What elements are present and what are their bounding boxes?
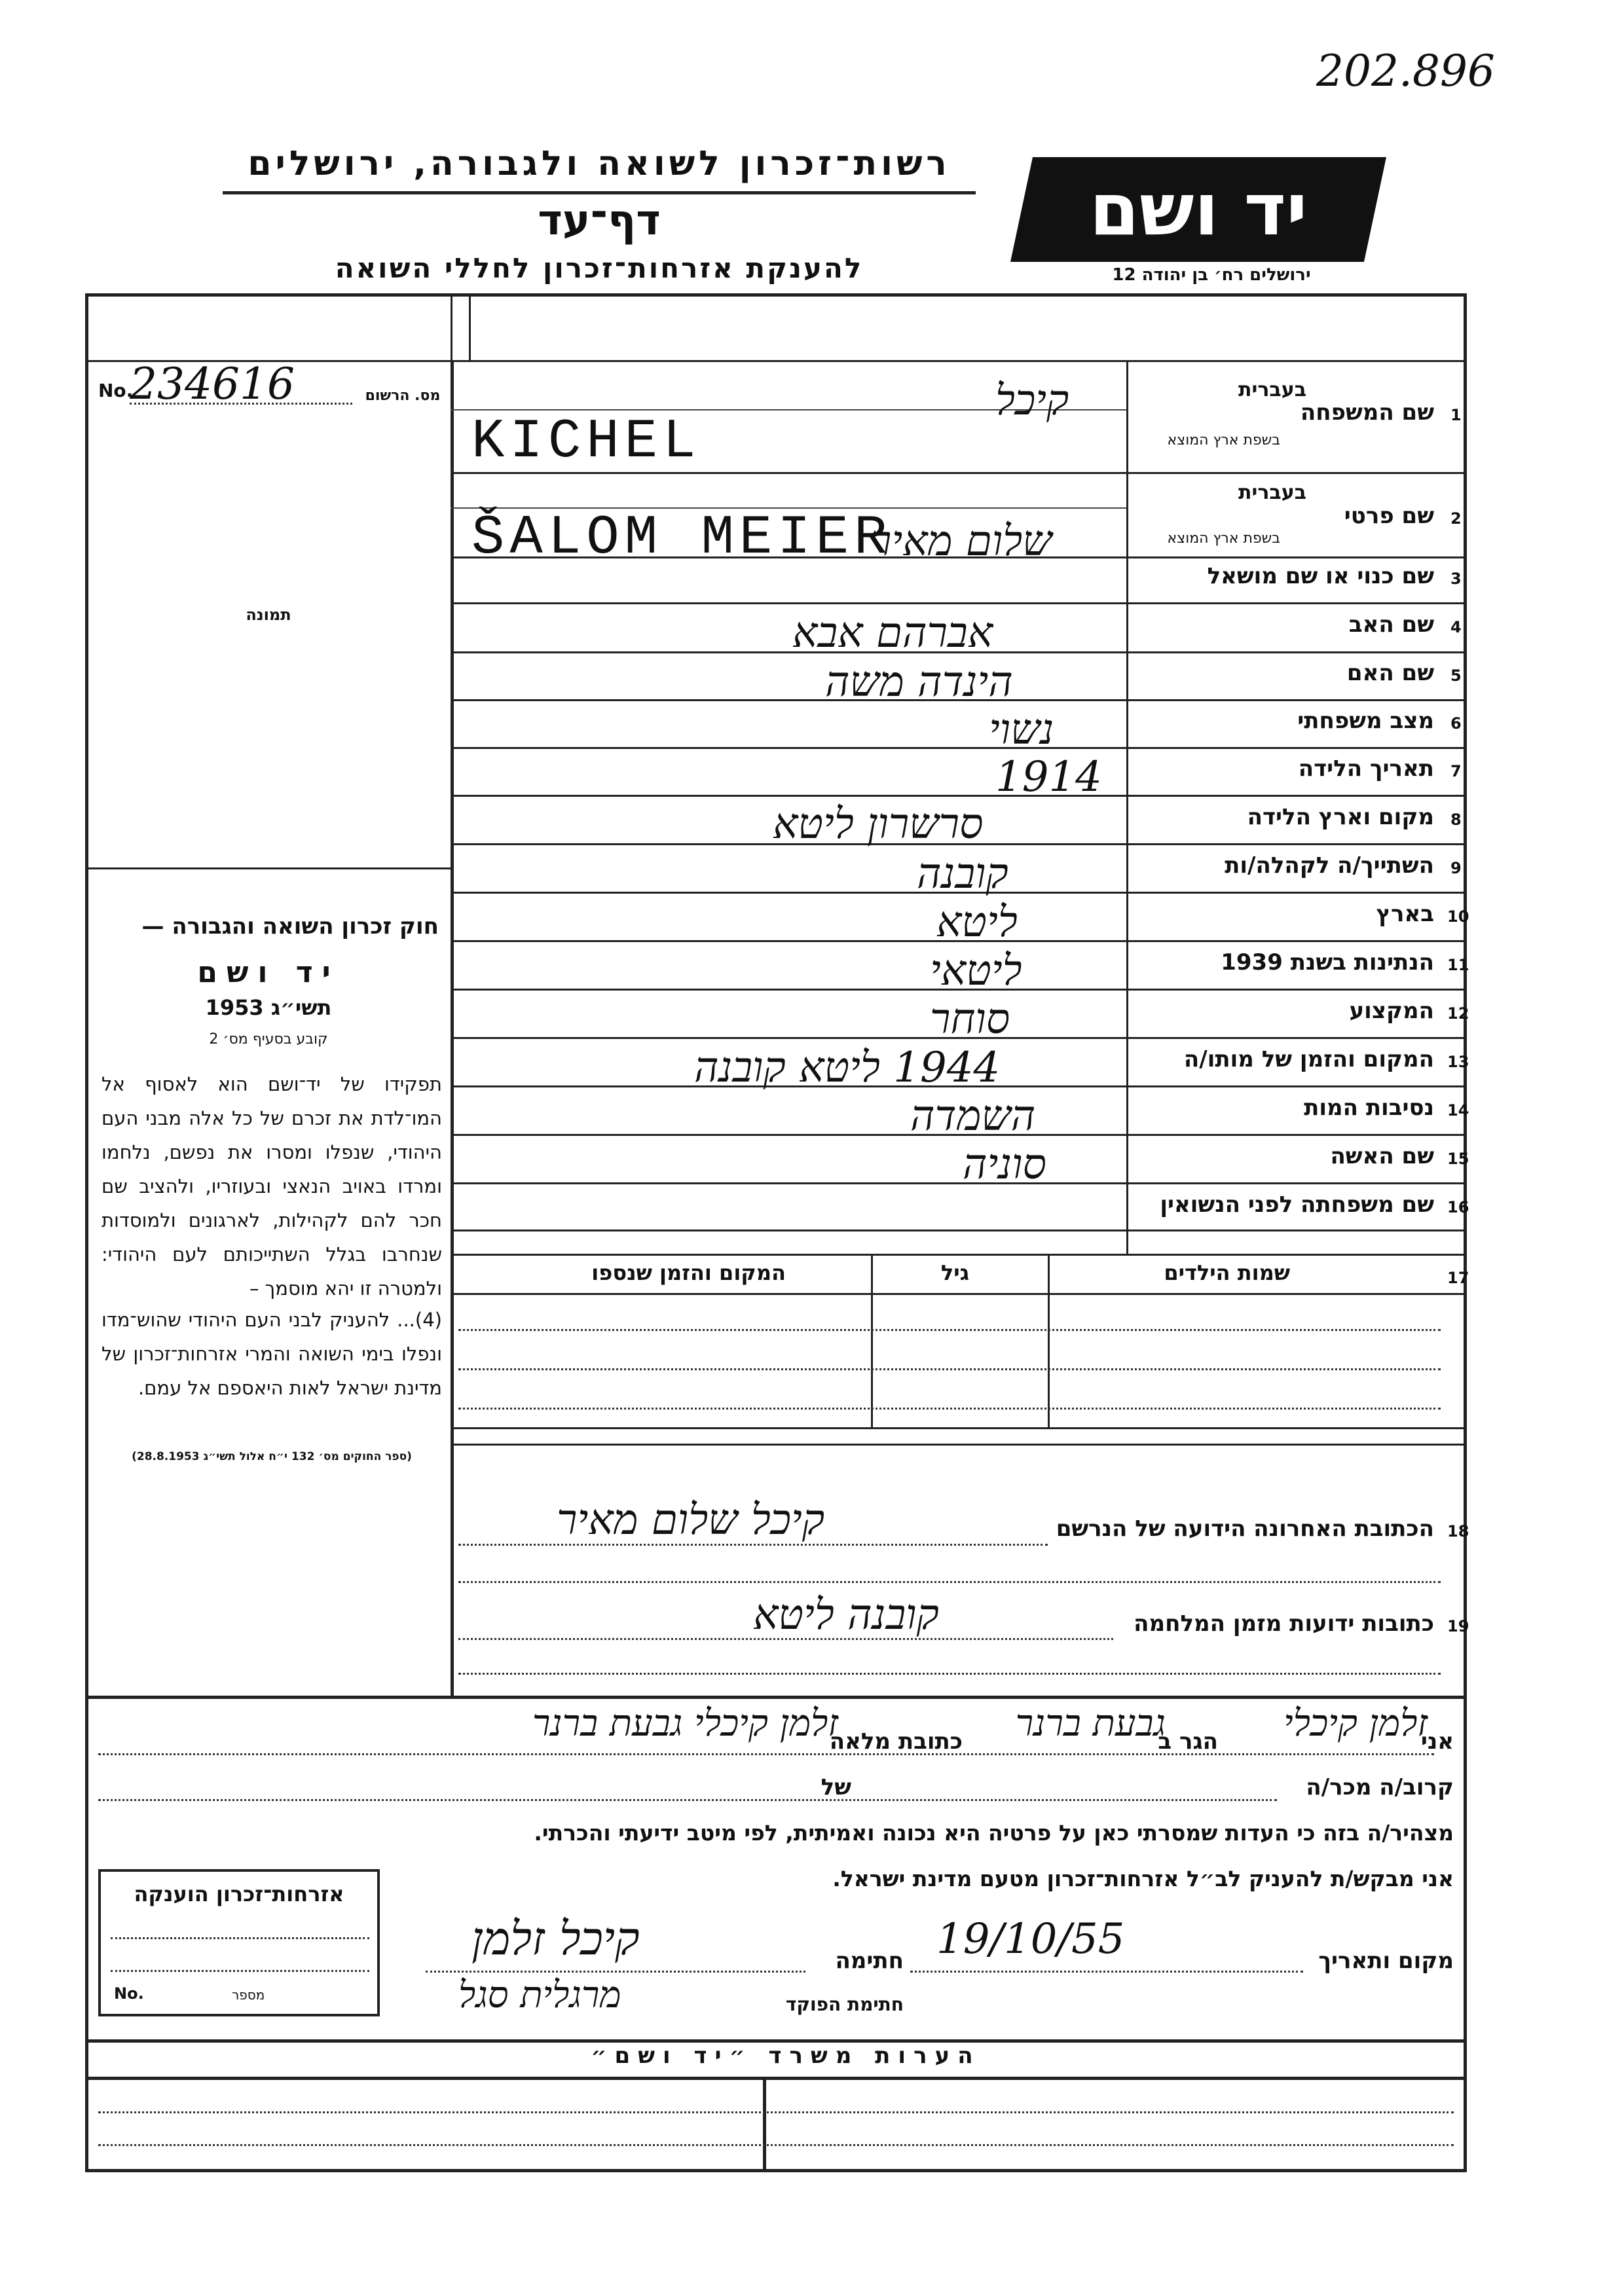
place-date-label: מקום ותאריך	[1318, 1948, 1454, 1974]
field-6-value: נשוי	[989, 706, 1054, 754]
children-bottom-line	[451, 1427, 1467, 1429]
logo-text: יד ושם	[1089, 168, 1308, 251]
declaration-full-address-label: כתובת מלאה	[829, 1728, 963, 1755]
field-15-number: 15	[1447, 1150, 1469, 1168]
field-19-number: 19	[1447, 1617, 1469, 1635]
authority-underline	[223, 191, 976, 194]
field-4-label: שם האב	[1348, 611, 1434, 638]
notes-row-1	[98, 2111, 1454, 2113]
field-9-label: השתייך/ה לקהלה/ות	[1225, 852, 1434, 879]
form-subtitle: להענקת אזרחות־זכרון לחללי השואה	[335, 252, 864, 284]
yad-vashem-logo	[1010, 157, 1386, 262]
declaration-city: גבעת ברנר	[1015, 1702, 1166, 1745]
notes-row-2	[98, 2144, 1454, 2146]
field-12-value: סוחר	[930, 995, 1010, 1044]
field-15-label: שם האשה	[1330, 1143, 1434, 1169]
citizenship-box	[98, 1869, 380, 2016]
children-header-line	[451, 1293, 1467, 1295]
archive-number: 202.896	[1316, 46, 1495, 96]
declaration-full-address: זלמן קיכלי גבעת ברנר	[532, 1702, 838, 1745]
citizenship-no: No.	[114, 1984, 144, 2003]
field-14-label: נסיבות המות	[1304, 1095, 1434, 1121]
field-2-number: 2	[1450, 509, 1462, 528]
declaration-of-label: של	[821, 1774, 851, 1800]
field-12-label: המקצוע	[1349, 998, 1434, 1024]
field-13-value: 1944 ליטא קובנה	[694, 1044, 1001, 1092]
field-9-number: 9	[1450, 859, 1462, 877]
place-date-value: 19/10/55	[936, 1915, 1125, 1963]
declaration-statement-1: מצהיר/ה בזה כי העדות שמסרתי כאן על פרטיה היא נכונה ואמיתית, לפי מיטב ידיעתי והכרתי.	[534, 1820, 1454, 1846]
field-16-label: שם משפחתה לפני הנשואין	[1160, 1192, 1434, 1218]
field-2-value-latin: ŠALOM MEIER	[471, 507, 893, 570]
field-3-number: 3	[1450, 570, 1462, 588]
registration-label: מס. הרשום	[365, 388, 441, 404]
law-paragraph-1: תפקידו של יד־ושם הוא לאסוף אל המו־לדת את זכרם של כל אלה מבני העם היהודי, שנפלו ומסרו את נפשם, נלחמו ומרדו באויב הנאצי ובעוזריו, ולהציב שם חכר להם לקהילות, לארגונים ולמוסדות שנחרבו בגלל השתייכותם לעם היהודי: ולמטרה זו יהא מוסמך –	[101, 1073, 442, 1300]
registration-dots	[130, 403, 352, 405]
field-1-hebrew: בעברית	[1238, 378, 1306, 401]
field-19-dots	[458, 1638, 1113, 1640]
declaration-name: זלמן קיכלי	[1283, 1702, 1428, 1745]
field-11-value: ליטאי	[930, 947, 1022, 995]
field-7-label: תאריך הלידה	[1298, 756, 1434, 782]
field-5-value: הינדה משה	[825, 658, 1013, 706]
notes-title-line	[85, 2077, 1467, 2080]
field-10-number: 10	[1447, 907, 1469, 926]
children-bottom-line-2	[451, 1444, 1467, 1446]
field-10-value: ליטא	[936, 898, 1018, 947]
field-16-number: 16	[1447, 1198, 1469, 1216]
field-6-label: מצב משפחתי	[1297, 708, 1434, 734]
field-12-number: 12	[1447, 1004, 1469, 1023]
field-19-value: קובנה ליטא	[753, 1591, 939, 1639]
field-5-label: שם האם	[1346, 660, 1434, 686]
field-8-value: סרשרון ליטא	[773, 800, 984, 848]
children-row-3	[458, 1408, 1441, 1410]
declaration-relative-label: קרוב/ה מכר/ה	[1306, 1774, 1454, 1800]
photo-bottom-line	[85, 867, 451, 869]
field-19-label: כתובות ידועות מזמן המלחמה	[1134, 1611, 1434, 1637]
law-paragraph-2: (4)... להעניק לבני העם היהודי שהוש־מדו ונפלו בימי השואה והמרי אזרחות־זכרון של מדינת ישראל לאות היאספם אל עמם.	[101, 1309, 442, 1399]
field-14-number: 14	[1447, 1101, 1469, 1120]
field-1-local: בשפת ארץ המוצא	[1167, 432, 1280, 448]
declaration-dots-1	[98, 1753, 1434, 1755]
official-label: חתימת הפוקד	[785, 1994, 904, 2015]
declaration-resides: הגר ב	[1158, 1728, 1218, 1755]
top-strip-divider	[451, 293, 452, 360]
field-4-number: 4	[1450, 618, 1462, 636]
field-7-value: 1914	[995, 753, 1102, 801]
logo-address: ירושלים רח׳ בן יהודה 12	[1112, 265, 1311, 285]
signature-dots	[426, 1971, 805, 1973]
row-line-7	[451, 795, 1467, 797]
field-1-number: 1	[1450, 406, 1462, 424]
field-7-number: 7	[1450, 762, 1462, 780]
field-13-number: 13	[1447, 1053, 1469, 1071]
field-17-number: 17	[1447, 1269, 1469, 1287]
field-8-label: מקום וארץ הלידה	[1247, 804, 1434, 830]
notes-divider	[763, 2077, 766, 2172]
citizenship-number-label: מספר	[232, 1987, 265, 2003]
field-13-label: המקום והזמן של מותו/ה	[1183, 1046, 1434, 1072]
field-2-value-hebrew: שלום מאיר	[871, 517, 1052, 566]
field-18-dots	[458, 1544, 1048, 1546]
row-line-6	[451, 747, 1467, 749]
field-11-label: הנתינות בשנת 1939	[1221, 949, 1434, 975]
field-18-dots-2	[458, 1581, 1441, 1583]
children-col-place: המקום והזמן שנספו	[591, 1260, 786, 1285]
label-column-divider	[1126, 360, 1128, 1254]
law-footnote: (ספר החוקים מס׳ 132 י״ח אלול תשי״ג 28.8.1953)	[132, 1450, 412, 1463]
citizenship-dots-1	[111, 1937, 369, 1939]
field-9-value: קובנה	[917, 850, 1008, 898]
citizenship-dots-2	[111, 1970, 369, 1972]
children-col-div-1	[871, 1254, 873, 1427]
row-line-3	[451, 602, 1467, 604]
law-title: חוק זכרון השואה והגבורה —	[141, 913, 439, 939]
field-5-number: 5	[1450, 666, 1462, 685]
top-strip-divider-2	[469, 293, 471, 360]
field-15-value: סוניה	[963, 1140, 1046, 1189]
field-1-label: שם המשפחה	[1300, 399, 1434, 426]
place-date-dots	[910, 1971, 1303, 1973]
children-col-div-2	[1048, 1254, 1050, 1427]
field-1-value-hebrew: קיכל	[995, 376, 1069, 425]
left-column-divider	[451, 360, 454, 1696]
children-row-1	[458, 1329, 1441, 1331]
form-title: דף־עד	[538, 196, 661, 245]
field-8-number: 8	[1450, 811, 1462, 829]
children-col-names: שמות הילדים	[1164, 1260, 1290, 1285]
declaration-dots-2	[98, 1799, 1277, 1801]
field-2-local: בשפת ארץ המוצא	[1167, 530, 1280, 547]
office-notes-title: הערות משרד ״יד ושם״	[591, 2043, 981, 2069]
photo-label: תמונה	[246, 606, 291, 624]
children-col-age: גיל	[940, 1260, 969, 1285]
registration-number: 234616	[130, 359, 295, 409]
field-2-label: שם פרטי	[1344, 503, 1434, 529]
registration-prefix: No.	[98, 380, 134, 401]
law-clause: קובע בסעיף מס׳ 2	[209, 1031, 328, 1048]
law-year: תשי״ג 1953	[205, 995, 332, 1020]
field-4-value: אברהם אבא	[792, 609, 993, 657]
children-row-2	[458, 1368, 1441, 1370]
official-signature: מרגלית סגל	[458, 1974, 621, 2016]
signature-value: קיכל זלמן	[471, 1912, 640, 1965]
declaration-statement-2: אני מבקש/ת להעניק לב״ל אזרחות־זכרון מטעם מדינת ישראל.	[832, 1866, 1454, 1891]
citizenship-title: אזרחות־זכרון הוענקה	[134, 1882, 344, 1906]
field-10-label: בארץ	[1376, 901, 1434, 927]
field-18-number: 18	[1447, 1522, 1469, 1540]
signature-label: חתימה	[835, 1948, 904, 1974]
field-14-value: השמדה	[910, 1092, 1036, 1140]
row-line-17	[451, 1254, 1467, 1256]
declaration-top-line	[85, 1696, 1467, 1699]
authority-title: רשות־זכרון לשואה ולגבורה, ירושלים	[248, 144, 951, 183]
field-19-dots-2	[458, 1673, 1441, 1675]
law-name: יד ושם	[197, 956, 340, 989]
declaration-ani: אני	[1420, 1728, 1454, 1755]
row-line-16	[451, 1230, 1467, 1231]
field-2-hebrew: בעברית	[1238, 481, 1306, 504]
field-11-number: 11	[1447, 956, 1469, 974]
field-1-value-latin: KICHEL	[471, 411, 701, 473]
row-line-15	[451, 1182, 1467, 1184]
field-3-label: שם כנוי או שם מושאל	[1207, 563, 1434, 589]
field-6-number: 6	[1450, 714, 1462, 733]
field-18-value: קיכל שלום מאיר	[557, 1496, 825, 1544]
field-18-label: הכתובת האחרונה הידועה של הנרשם	[1056, 1516, 1434, 1542]
